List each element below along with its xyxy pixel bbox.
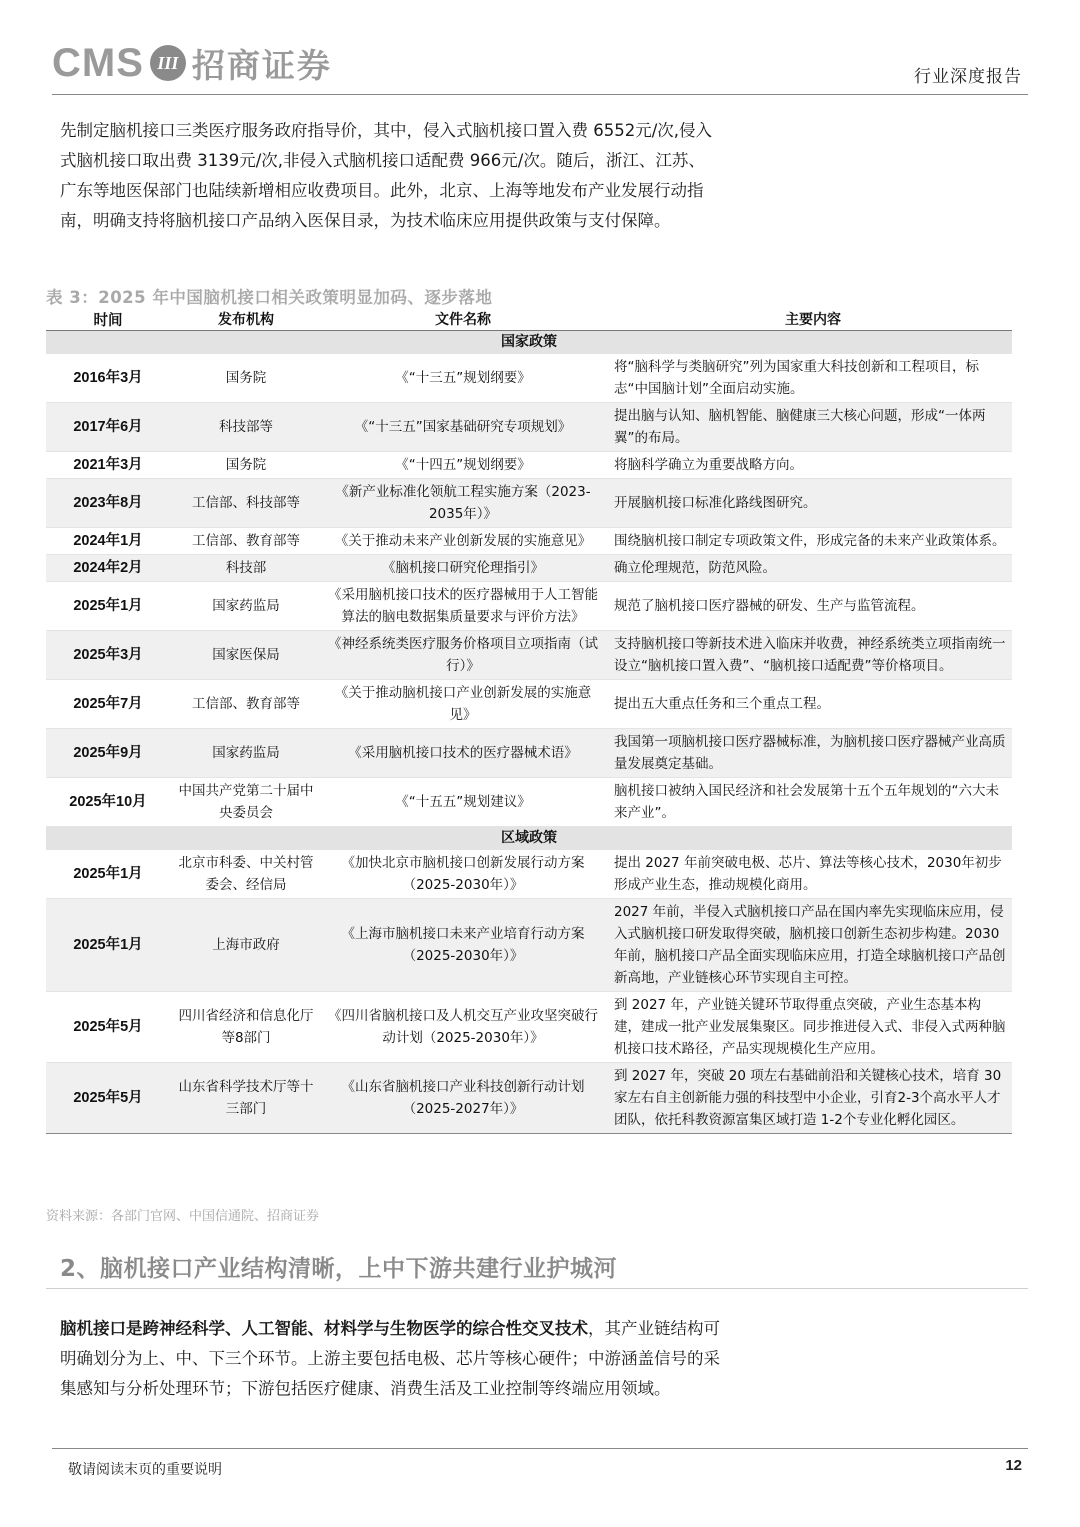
cell-time: 2016年3月 bbox=[46, 354, 170, 403]
cell-content: 规范了脑机接口医疗器械的研发、生产与监管流程。 bbox=[604, 582, 1012, 631]
cell-time: 2024年2月 bbox=[46, 555, 170, 582]
cell-content: 开展脑机接口标准化路线图研究。 bbox=[604, 479, 1012, 528]
intro-paragraph: 先制定脑机接口三类医疗服务政府指导价，其中，侵入式脑机接口置入费 6552元/次,侵入式脑机接口取出费 3139元/次,非侵入式脑机接口适配费 966元/次。随后，浙江、江苏、广东等地医保部门也陆续新增相应收费项目。此外，北京、上海等地发布产业发展行动指南，明确支持将脑机接口产品纳入医保目录，为技术临床应用提供政策与支付保障。 bbox=[60, 121, 713, 230]
page-number: 12 bbox=[1005, 1457, 1022, 1474]
cell-content: 将“脑科学与类脑研究”列为国家重大科技创新和工程项目，标志“中国脑计划”全面启动实施。 bbox=[604, 354, 1012, 403]
cell-content: 我国第一项脑机接口医疗器械标准，为脑机接口医疗器械产业高质量发展奠定基础。 bbox=[604, 729, 1012, 778]
cell-doc: 《“十四五”规划纲要》 bbox=[322, 452, 604, 479]
cell-org: 四川省经济和信息化厅等8部门 bbox=[170, 992, 322, 1063]
cell-time: 2025年1月 bbox=[46, 899, 170, 992]
cell-content: 脑机接口被纳入国民经济和社会发展第十五个五年规划的“六大未来产业”。 bbox=[604, 778, 1012, 827]
cell-doc: 《“十五五”规划建议》 bbox=[322, 778, 604, 827]
body-paragraph-rest: ，其产业链结构可明确划分为上、中、下三个环节。上游主要包括电极、芯片等核心硬件；中游涵盖信号的采集感知与分析处理环节；下游包括医疗健康、消费生活及工业控制等终端应用领域。 bbox=[60, 1319, 720, 1398]
table-row bbox=[46, 778, 1012, 827]
cell-time: 2025年5月 bbox=[46, 1063, 170, 1134]
cell-org: 工信部、教育部等 bbox=[170, 680, 322, 729]
cell-content: 围绕脑机接口制定专项政策文件，形成完备的未来产业政策体系。 bbox=[604, 528, 1012, 555]
logo-latin: CMS bbox=[52, 40, 144, 85]
policy-table bbox=[46, 308, 1012, 1134]
cell-content: 提出 2027 年前突破电极、芯片、算法等核心技术，2030年初步形成产业生态，推动规模化商用。 bbox=[604, 850, 1012, 899]
cell-doc: 《新产业标准化领航工程实施方案（2023-2035年）》 bbox=[322, 479, 604, 528]
cell-content: 2027 年前，半侵入式脑机接口产品在国内率先实现临床应用，侵入式脑机接口研发取得突破，脑机接口创新生态初步构建。2030 年前，脑机接口产品全面实现临床应用，打造全球脑机接口产品创新高地，产业链核心环节实现自主可控。 bbox=[604, 899, 1012, 992]
section-label: 区域政策 bbox=[46, 827, 1012, 850]
cell-content: 提出五大重点任务和三个重点工程。 bbox=[604, 680, 1012, 729]
table-header-row bbox=[46, 308, 1012, 331]
cell-doc: 《山东省脑机接口产业科技创新行动计划（2025-2027年）》 bbox=[322, 1063, 604, 1134]
table-row bbox=[46, 452, 1012, 479]
cell-org: 上海市政府 bbox=[170, 899, 322, 992]
cell-doc: 《四川省脑机接口及人机交互产业攻坚突破行动计划（2025-2030年）》 bbox=[322, 992, 604, 1063]
cell-org: 国家药监局 bbox=[170, 582, 322, 631]
cell-time: 2023年8月 bbox=[46, 479, 170, 528]
cell-doc: 《神经系统类医疗服务价格项目立项指南（试行）》 bbox=[322, 631, 604, 680]
cell-time: 2025年1月 bbox=[46, 850, 170, 899]
cell-doc: 《“十三五”规划纲要》 bbox=[322, 354, 604, 403]
cell-content: 确立伦理规范，防范风险。 bbox=[604, 555, 1012, 582]
cell-content: 到 2027 年，产业链关键环节取得重点突破，产业生态基本构建，建成一批产业发展集聚区。同步推进侵入式、非侵入式两种脑机接口技术路径，产品实现规模化生产应用。 bbox=[604, 992, 1012, 1063]
table-row bbox=[46, 403, 1012, 452]
table-row bbox=[46, 992, 1012, 1063]
cell-time: 2021年3月 bbox=[46, 452, 170, 479]
cell-content: 提出脑与认知、脑机智能、脑健康三大核心问题，形成“一体两翼”的布局。 bbox=[604, 403, 1012, 452]
table-row bbox=[46, 582, 1012, 631]
cell-time: 2025年5月 bbox=[46, 992, 170, 1063]
cms-logo bbox=[52, 38, 332, 88]
heading-divider bbox=[46, 1288, 1028, 1289]
cell-doc: 《采用脑机接口技术的医疗器械术语》 bbox=[322, 729, 604, 778]
cell-time: 2025年3月 bbox=[46, 631, 170, 680]
cell-doc: 《关于推动脑机接口产业创新发展的实施意见》 bbox=[322, 680, 604, 729]
table-row bbox=[46, 479, 1012, 528]
section-row-regional bbox=[46, 827, 1012, 850]
section-label: 国家政策 bbox=[46, 331, 1012, 354]
header-content: 主要内容 bbox=[604, 308, 1012, 331]
cell-time: 2025年7月 bbox=[46, 680, 170, 729]
cell-doc: 《采用脑机接口技术的医疗器械用于人工智能算法的脑电数据集质量要求与评价方法》 bbox=[322, 582, 604, 631]
cell-org: 北京市科委、中关村管委会、经信局 bbox=[170, 850, 322, 899]
cell-org: 科技部 bbox=[170, 555, 322, 582]
cell-content: 支持脑机接口等新技术进入临床并收费，神经系统类立项指南统一设立“脑机接口置入费”、“脑机接口适配费”等价格项目。 bbox=[604, 631, 1012, 680]
cell-org: 国务院 bbox=[170, 354, 322, 403]
cell-doc: 《上海市脑机接口未来产业培育行动方案（2025-2030年）》 bbox=[322, 899, 604, 992]
cell-org: 国家医保局 bbox=[170, 631, 322, 680]
cell-doc: 《脑机接口研究伦理指引》 bbox=[322, 555, 604, 582]
footer-divider bbox=[52, 1448, 1028, 1449]
cell-org: 中国共产党第二十届中央委员会 bbox=[170, 778, 322, 827]
cell-content: 到 2027 年，突破 20 项左右基础前沿和关键核心技术，培育 30 家左右自主创新能力强的科技型中小企业，引育2-3个高水平人才团队，依托科教资源富集区域打造 1-2个专业化孵化园区。 bbox=[604, 1063, 1012, 1134]
header-divider bbox=[52, 94, 1028, 95]
logo-chinese: 招商证券 bbox=[191, 45, 332, 85]
cell-org: 国家药监局 bbox=[170, 729, 322, 778]
body-paragraph bbox=[60, 1314, 722, 1404]
table-row bbox=[46, 354, 1012, 403]
cell-doc: 《关于推动未来产业创新发展的实施意见》 bbox=[322, 528, 604, 555]
cell-org: 工信部、科技部等 bbox=[170, 479, 322, 528]
table-row bbox=[46, 680, 1012, 729]
cell-org: 山东省科学技术厅等十三部门 bbox=[170, 1063, 322, 1134]
cell-time: 2017年6月 bbox=[46, 403, 170, 452]
section-row-national bbox=[46, 331, 1012, 354]
cell-time: 2024年1月 bbox=[46, 528, 170, 555]
table-row bbox=[46, 631, 1012, 680]
cell-org: 科技部等 bbox=[170, 403, 322, 452]
table-row bbox=[46, 528, 1012, 555]
header-doc: 文件名称 bbox=[322, 308, 604, 331]
header-org: 发布机构 bbox=[170, 308, 322, 331]
header-time: 时间 bbox=[46, 308, 170, 331]
cell-time: 2025年10月 bbox=[46, 778, 170, 827]
logo-badge-icon: III bbox=[150, 45, 186, 81]
cell-org: 工信部、教育部等 bbox=[170, 528, 322, 555]
section-heading: 2、脑机接口产业结构清晰，上中下游共建行业护城河 bbox=[60, 1256, 618, 1282]
cell-doc: 《“十三五”国家基础研究专项规划》 bbox=[322, 403, 604, 452]
body-paragraph-lead: 脑机接口是跨神经科学、人工智能、材料学与生物医学的综合性交叉技术 bbox=[60, 1319, 588, 1338]
cell-content: 将脑科学确立为重要战略方向。 bbox=[604, 452, 1012, 479]
footer-note: 敬请阅读末页的重要说明 bbox=[68, 1462, 222, 1478]
table-row bbox=[46, 899, 1012, 992]
table-source: 资料来源：各部门官网、中国信通院、招商证券 bbox=[46, 1209, 320, 1224]
cell-org: 国务院 bbox=[170, 452, 322, 479]
table-title: 表 3：2025 年中国脑机接口相关政策明显加码、逐步落地 bbox=[46, 288, 493, 307]
table-row bbox=[46, 1063, 1012, 1134]
cell-doc: 《加快北京市脑机接口创新发展行动方案（2025-2030年）》 bbox=[322, 850, 604, 899]
cell-time: 2025年1月 bbox=[46, 582, 170, 631]
table-row bbox=[46, 729, 1012, 778]
table-row bbox=[46, 850, 1012, 899]
table-row bbox=[46, 555, 1012, 582]
report-type: 行业深度报告 bbox=[914, 67, 1022, 87]
cell-time: 2025年9月 bbox=[46, 729, 170, 778]
page-header bbox=[0, 0, 1080, 100]
